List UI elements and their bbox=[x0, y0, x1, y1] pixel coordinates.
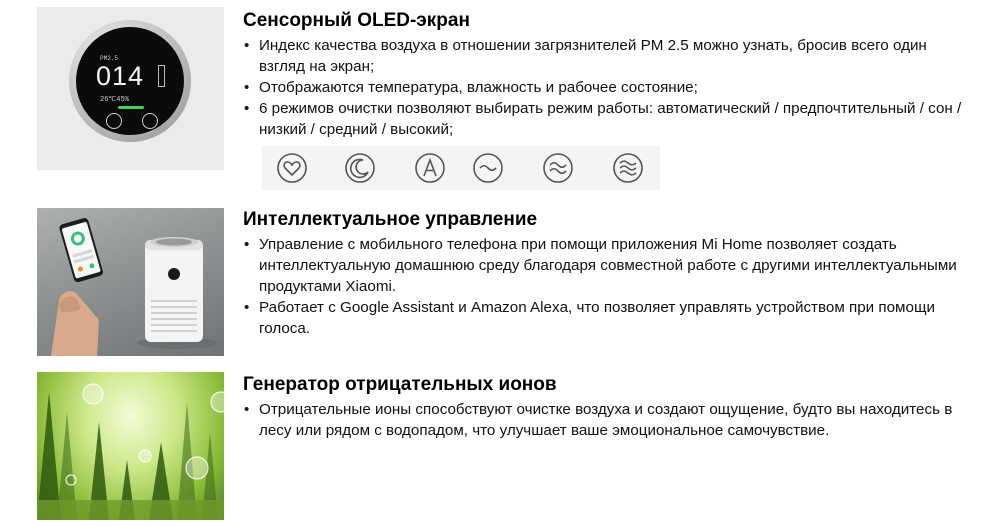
section-title: Сенсорный OLED-экран bbox=[243, 10, 470, 31]
device-pm-label: PM2.5 bbox=[100, 55, 119, 62]
oled-content bbox=[243, 9, 963, 190]
smart-control-content bbox=[243, 208, 963, 339]
device-screen bbox=[76, 27, 184, 135]
device-gauge bbox=[158, 65, 165, 87]
heart-mode-icon bbox=[276, 152, 308, 184]
smart-control-image bbox=[37, 208, 224, 356]
high-waves-icon bbox=[612, 152, 644, 184]
negative-ions-content bbox=[243, 373, 963, 441]
list-item: • Отображаются температура, влажность и рабочее состояние; bbox=[243, 77, 963, 98]
device-bezel bbox=[69, 20, 191, 142]
list-item: • Индекс качества воздуха в отношении загрязнителей PM 2.5 можно узнать, бросив всего один взгляд на экран; bbox=[243, 35, 963, 77]
device-status-bar bbox=[118, 106, 144, 109]
section-title: Интеллектуальное управление bbox=[243, 209, 538, 230]
list-item: • 6 режимов очистки позволяют выбирать режим работы: автоматический / предпочтительный / сон / низкий / средний / высокий; bbox=[243, 98, 963, 140]
power-icon bbox=[106, 113, 122, 129]
auto-a-icon bbox=[414, 152, 446, 184]
list-item: • Работает с Google Assistant и Amazon Alexa, что позволяет управлять устройством при помощи голоса. bbox=[243, 297, 963, 339]
phone-and-purifier-illustration bbox=[37, 208, 224, 356]
bullet-list bbox=[243, 234, 963, 339]
medium-waves-icon bbox=[542, 152, 574, 184]
device-aqi-value: 014 bbox=[96, 61, 145, 91]
forest-illustration bbox=[37, 372, 224, 520]
section-title: Генератор отрицательных ионов bbox=[243, 374, 557, 395]
list-item: • Отрицательные ионы способствуют очистке воздуха и создают ощущение, будто вы находитесь в лесу или рядом с водопадом, что улучшает ваше эмоциональное самочувствие. bbox=[243, 399, 963, 441]
forest-image bbox=[37, 372, 224, 520]
bullet-list bbox=[243, 399, 963, 441]
moon-sleep-icon bbox=[344, 152, 376, 184]
mode-toggle-icon bbox=[142, 113, 158, 129]
mode-icons-strip bbox=[262, 146, 660, 190]
oled-display-image bbox=[37, 7, 224, 170]
bullet-list bbox=[243, 35, 963, 140]
list-item: • Управление с мобильного телефона при помощи приложения Mi Home позволяет создать интеллектуальную домашнюю среду благодаря совместной работе с другими интеллектуальными продуктами Xiaomi. bbox=[243, 234, 963, 297]
device-stats: 26℃45% bbox=[100, 96, 129, 104]
low-wave-icon bbox=[472, 152, 504, 184]
